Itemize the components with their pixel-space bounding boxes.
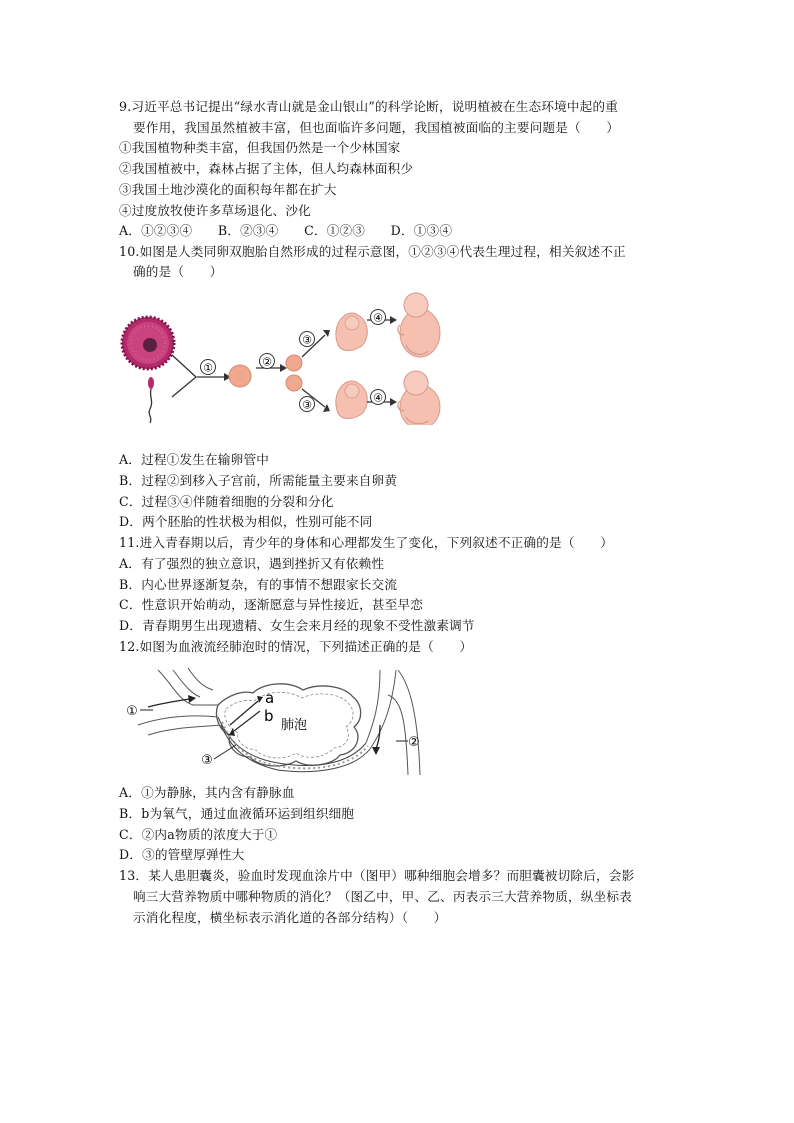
q13-line2: 响三大营养物质中哪种物质的消化？（图乙中，甲、乙、丙表示三大营养物质，纵坐标表 (133, 889, 632, 904)
label-process-3-bottom: ③ (302, 398, 312, 412)
q10-option-c: C．过程③④伴随着细胞的分裂和分化 (119, 494, 334, 509)
label-vessel-2: ② (408, 735, 420, 750)
label-process-4-top: ④ (373, 311, 383, 325)
q12-option-c: C．②内a物质的浓度大于① (119, 827, 278, 842)
q10-option-d: D．两个胚胎的性状极为相似，性别可能不同 (119, 514, 373, 529)
alveolus-blood-diagram (118, 665, 428, 780)
fetus-bottom (398, 371, 440, 425)
q11-option-b: B．内心世界逐渐复杂，有的事情不想跟家长交流 (119, 577, 398, 592)
embryo-top (336, 313, 367, 350)
q12-option-b: B．b为氧气，通过血液循环运到组织细胞 (119, 806, 355, 821)
q11-option-c: C．性意识开始萌动，逐渐愿意与异性接近，甚至早恋 (119, 597, 424, 612)
q10-option-b: B．过程②到移入子宫前，所需能量主要来自卵黄 (119, 473, 398, 488)
egg-cell-image (122, 317, 174, 369)
label-process-1: ① (203, 361, 213, 375)
q11-option-a: A．有了强烈的独立意识，遇到挫折又有依赖性 (119, 556, 385, 571)
label-gas-b: b (264, 707, 274, 725)
q9-item-4: ④过度放牧使许多草场退化、沙化 (119, 203, 311, 218)
label-alveolus: 肺泡 (281, 718, 308, 733)
q13-line3: 示消化程度，横坐标表示消化道的各部分结构）（ ） (133, 910, 447, 925)
q9-item-2: ②我国植被中，森林占据了主体，但人均森林面积少 (119, 161, 414, 176)
q11-option-d: D．青春期男生出现遗精、女生会来月经的现象不受性激素调节 (119, 618, 475, 633)
q13-line1: 13．某人患胆囊炎，验血时发现血涂片中（图甲）哪种细胞会增多？而胆囊被切除后，会影 (119, 868, 635, 883)
label-process-2: ② (262, 355, 272, 369)
twin-formation-diagram (110, 285, 470, 425)
q10-option-a: A．过程①发生在输卵管中 (119, 452, 270, 467)
q10-stem-line1: 10.如图是人类同卵双胞胎自然形成的过程示意图，①②③④代表生理过程，相关叙述不正 (119, 244, 626, 259)
label-capillary-3: ③ (201, 753, 213, 768)
split-cell-bottom (286, 375, 302, 391)
embryo-bottom (336, 381, 367, 418)
q9-item-1: ①我国植物种类丰富，但我国仍然是一个少林国家 (119, 140, 401, 155)
label-vessel-1: ① (126, 704, 138, 719)
split-cell-top (286, 355, 302, 371)
q9-options: A．①②③④ B．②③④ C．①②③ D．①③④ (119, 223, 453, 238)
q12-stem: 12.如图为血液流经肺泡时的情况，下列描述正确的是（ ） (119, 639, 473, 654)
q9-item-3: ③我国土地沙漠化的面积每年都在扩大 (119, 182, 337, 197)
label-process-4-bottom: ④ (373, 391, 383, 405)
sperm-image (148, 377, 154, 423)
q12-option-a: A．①为静脉，其内含有静脉血 (119, 785, 295, 800)
label-gas-a: a (265, 689, 275, 707)
label-process-3-top: ③ (302, 333, 312, 347)
q12-option-d: D．③的管壁厚弹性大 (119, 847, 245, 862)
q10-stem-line2: 确的是（ ） (133, 264, 223, 279)
q9-stem-line1: 9.习近平总书记提出“绿水青山就是金山银山”的科学论断，说明植被在生态环境中起的重 (119, 99, 619, 114)
zygote-cell (229, 365, 251, 387)
q11-stem: 11.进入青春期以后，青少年的身体和心理都发生了变化，下列叙述不正确的是（ ） (119, 535, 613, 550)
q9-stem-line2: 要作用，我国虽然植被丰富，但也面临许多问题，我国植被面临的主要问题是（ ） (133, 120, 620, 135)
fetus-top (398, 293, 440, 357)
